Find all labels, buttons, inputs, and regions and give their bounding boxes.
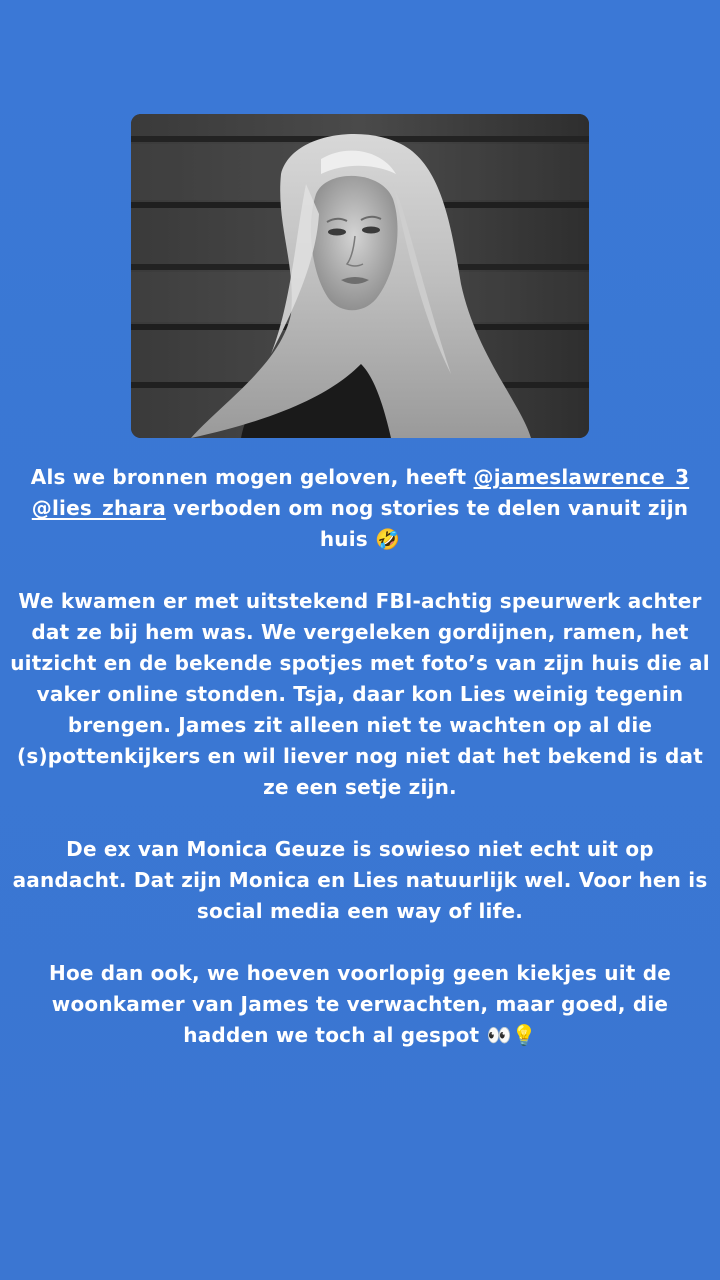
caption-paragraph-3: De ex van Monica Geuze is sowieso niet echt uit op aandacht. Dat zijn Monica en Lies natuurlijk wel. Voor hen is social media een way of life.	[12, 837, 708, 923]
caption-text: Als we bronnen mogen geloven, heeft	[30, 465, 467, 489]
caption-paragraph-4	[8, 958, 712, 1051]
mention-lies-zhara[interactable]: @lies_zhara	[31, 496, 166, 520]
story-caption	[8, 462, 712, 1082]
caption-text: verboden om nog stories te delen vanuit zijn huis	[173, 496, 689, 551]
eyes-lightbulb-emoji-icon: 👀💡	[486, 1023, 537, 1047]
caption-text: Hoe dan ook, we hoeven voorlopig geen kiekjes uit de woonkamer van James te verwachten, maar goed, die hadden we toch al gespot	[49, 961, 671, 1047]
caption-paragraph-2: We kwamen er met uitstekend FBI-achtig speurwerk achter dat ze bij hem was. We vergeleken gordijnen, ramen, het uitzicht en de bekende spotjes met foto’s van zijn huis die al vaker online stonden. Tsja, daar kon Lies weinig tegenin brengen. James zit alleen niet te wachten op al die (s)pottenkijkers en wil liever nog niet dat het bekend is dat ze een setje zijn.	[10, 589, 710, 799]
story-photo	[131, 114, 589, 438]
caption-paragraph-1	[8, 462, 712, 555]
mention-jameslawrence[interactable]: @jameslawrence_3	[473, 465, 690, 489]
portrait-image	[131, 114, 589, 438]
rofl-emoji-icon: 🤣	[375, 527, 401, 551]
